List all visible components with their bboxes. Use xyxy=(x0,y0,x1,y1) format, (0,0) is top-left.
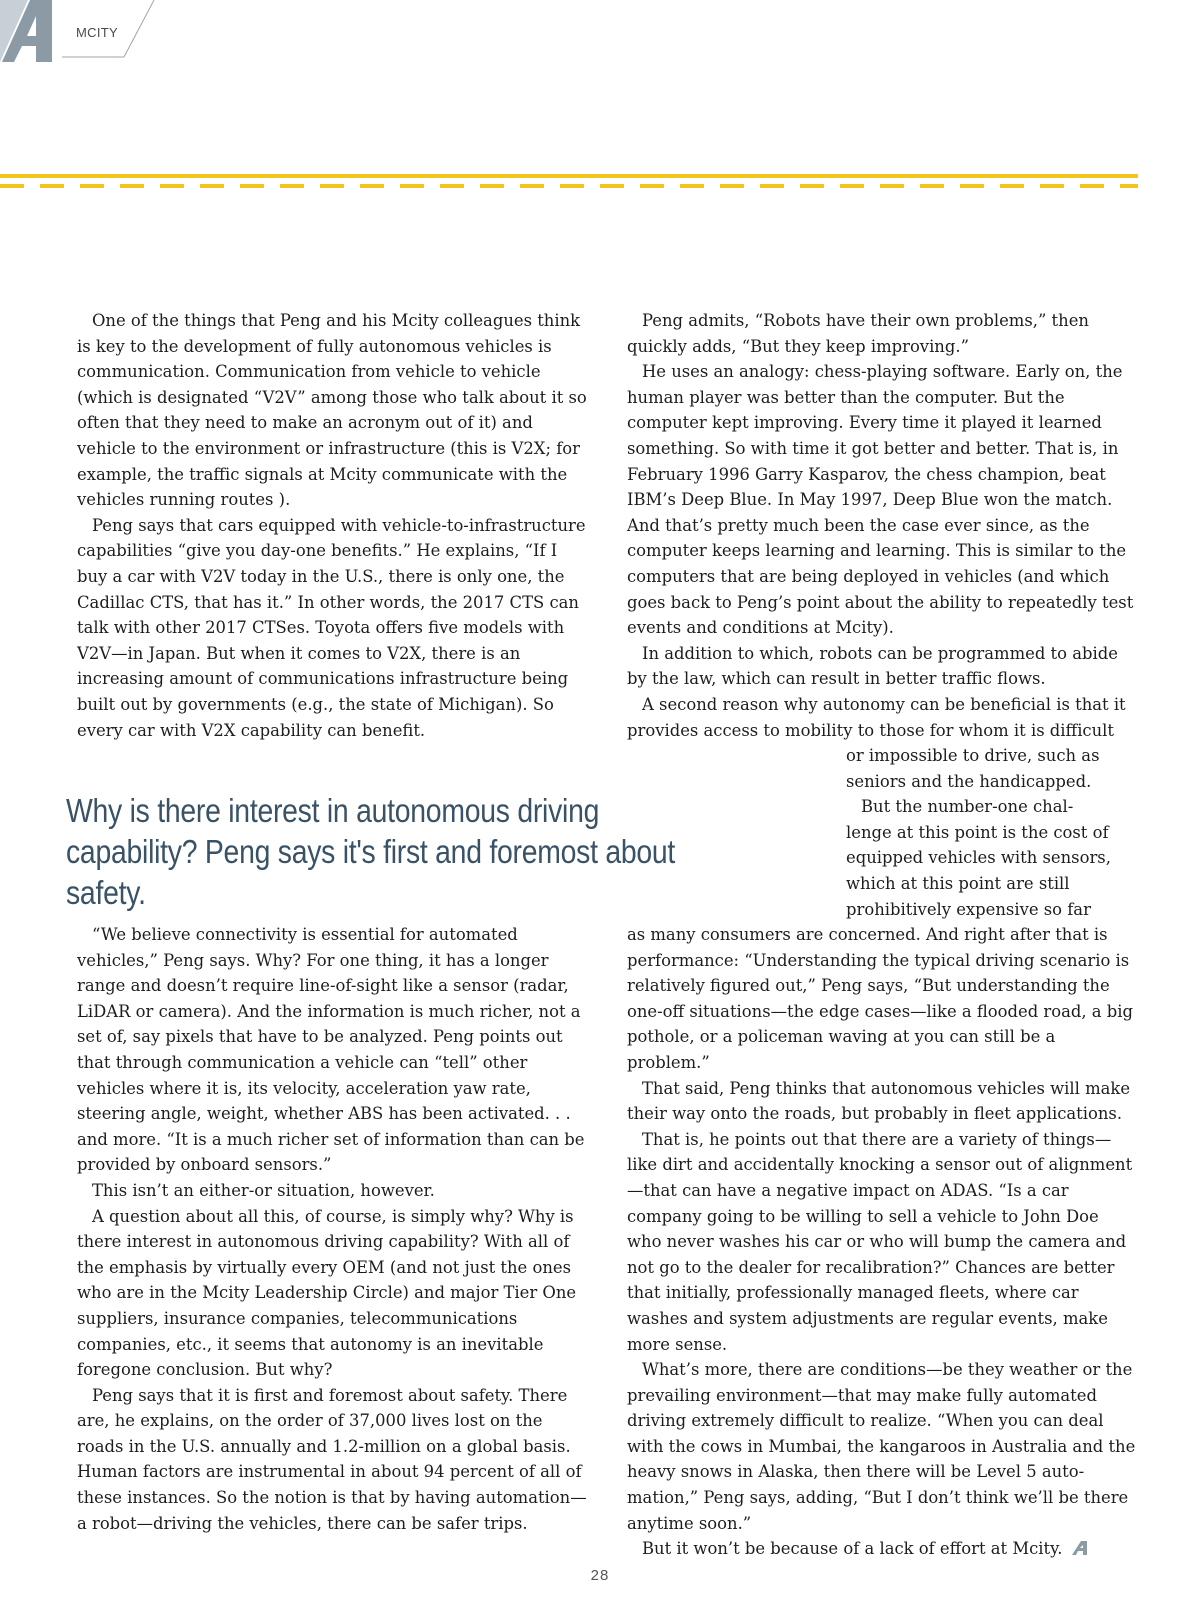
article-column-right-bottom xyxy=(627,922,1137,1562)
article-column-left-top xyxy=(77,308,587,743)
paragraph: Peng says that cars equipped with vehicle-to-infrastructure capabilities “give you day-one benefits.” He explains, “If I buy a car with V2V today in the U.S., there is only one, the Cadillac CTS, that has it.” In other words, the 2017 CTS can talk with other 2017 CTSes. Toyota offers five models with V2V—in Japan. But when it comes to V2X, there is an increasing amount of communications infrastructure being built out by governments (e.g., the state of Michigan). So every car with V2X capability can benefit. xyxy=(77,515,586,740)
paragraph-final-text: But it won’t be because of a lack of effort at Mcity. xyxy=(642,1539,1063,1559)
text-line: lenge at this point is the cost of xyxy=(846,822,1109,842)
paragraph: That is, he points out that there are a variety of things—like dirt and accidentally knocking a sensor out of alignment—that can have a negative impact on ADAS. “Is a car company going to be willing to sell a vehicle to John Doe who never washes his car or who will bump the camera and not go to the dealer for recalibration?” Chances are better that initially, professionally managed fleets, where car washes and system adjustments are regular events, make more sense. xyxy=(627,1129,1133,1354)
text-line: prohibitively expensive so far xyxy=(846,899,1091,919)
pull-quote-line: capability? Peng says it's first and foremost about safety. xyxy=(66,833,676,911)
paragraph: A second reason why autonomy can be beneficial is that it provides access to mobility to those for whom it is difficult xyxy=(627,694,1126,740)
paragraph: That said, Peng thinks that autonomous vehicles will make their way onto the roads, but probably in fleet applications. xyxy=(627,1078,1131,1124)
end-of-article-icon xyxy=(1072,1541,1092,1555)
text-line: which at this point are still xyxy=(846,873,1070,893)
paragraph: In addition to which, robots can be programmed to abide by the law, which can result in better traffic flows. xyxy=(627,643,1118,689)
pull-quote xyxy=(66,790,702,913)
paragraph: “We believe connectivity is essential for automated vehicles,” Peng says. Why? For one thing, it has a longer range and doesn’t require line-of-sight like a sensor (radar, LiDAR or camera). And the information is much richer, not a set of, say pixels that have to be analyzed. Peng points out that through communication a vehicle can “tell” other vehicles where it is, its velocity, acceleration yaw rate, steering angle, weight, whether ABS has been activated. . . and more. “It is a much richer set of information than can be provided by onboard sensors.” xyxy=(77,925,585,1175)
section-tag: MCITY xyxy=(76,25,118,40)
page-number: 28 xyxy=(590,1567,610,1584)
text-line: equipped vehicles with sensors, xyxy=(846,848,1111,868)
text-line: But the number-one chal- xyxy=(861,797,1074,817)
paragraph: What’s more, there are conditions—be they weather or the prevailing environment—that may make fully automated driving extremely difficult to realize. “When you can deal with the cows in Mumbai, the kangaroos in Australia and the heavy snows in Alaska, then there will be Level 5 automation,” Peng says, adding, “But I don’t think we’ll be there anytime soon.” xyxy=(627,1360,1136,1533)
paragraph-final xyxy=(627,1536,1137,1562)
paragraph: He uses an analogy: chess-playing software. Early on, the human player was better than the computer. But the computer kept improving. Every time it played it learned something. So with time it got better and better. That is, in February 1996 Garry Kasparov, the chess champion, beat IBM’s Deep Blue. In May 1997, Deep Blue won the match. And that’s pretty much been the case ever since, as the computer keeps learning and learning. This is similar to the computers that are being deployed in vehicles (and which goes back to Peng’s point about the ability to repeatedly test events and conditions at Mcity). xyxy=(627,362,1134,638)
article-wrap-block xyxy=(846,743,1136,922)
paragraph: One of the things that Peng and his Mcity colleagues think is key to the development of fully autonomous vehicles is communication. Communication from vehicle to vehicle (which is designated “V2V” among those who talk about it so often that they need to make an acronym out of it) and vehicle to the environment or infrastructure (this is V2X; for example, the traffic signals at Mcity communicate with the vehicles running routes ). xyxy=(77,311,587,510)
paragraph: Peng says that it is first and foremost about safety. There are, he explains, on the order of 37,000 lives lost on the roads in the U.S. annually and 1.2-million on a global basis. Human factors are instrumental in about 94 percent of all of these instances. So the notion is that by having automation—a robot—driving the vehicles, there can be safer trips. xyxy=(77,1385,587,1533)
paragraph: Peng admits, “Robots have their own problems,” then quickly adds, “But they keep improving.” xyxy=(627,311,1089,356)
text-line: or impossible to drive, such as xyxy=(846,746,1100,765)
pull-quote-line: Why is there interest in autonomous driving xyxy=(66,792,600,829)
article-column-right-top xyxy=(627,308,1137,743)
paragraph: This isn’t an either-or situation, however. xyxy=(92,1180,435,1200)
paragraph: as many consumers are concerned. And right after that is performance: “Understanding the typical driving scenario is relatively figured out,” Peng says, “But understanding the one-off situations—the edge cases—like a flooded road, a big pothole, or a policeman waving at you can still be a problem.” xyxy=(627,925,1133,1072)
paragraph: A question about all this, of course, is simply why? Why is there interest in autonomous driving capability? With all of the emphasis by virtually every OEM (and not just the ones who are in the Mcity Leadership Circle) and major Tier One suppliers, insurance companies, telecommunications companies, etc., it seems that autonomy is an inevitable foregone conclusion. But why? xyxy=(77,1206,577,1380)
text-line: seniors and the handicapped. xyxy=(846,771,1092,791)
road-line-divider xyxy=(0,174,1138,190)
article-column-left-bottom xyxy=(77,922,587,1536)
